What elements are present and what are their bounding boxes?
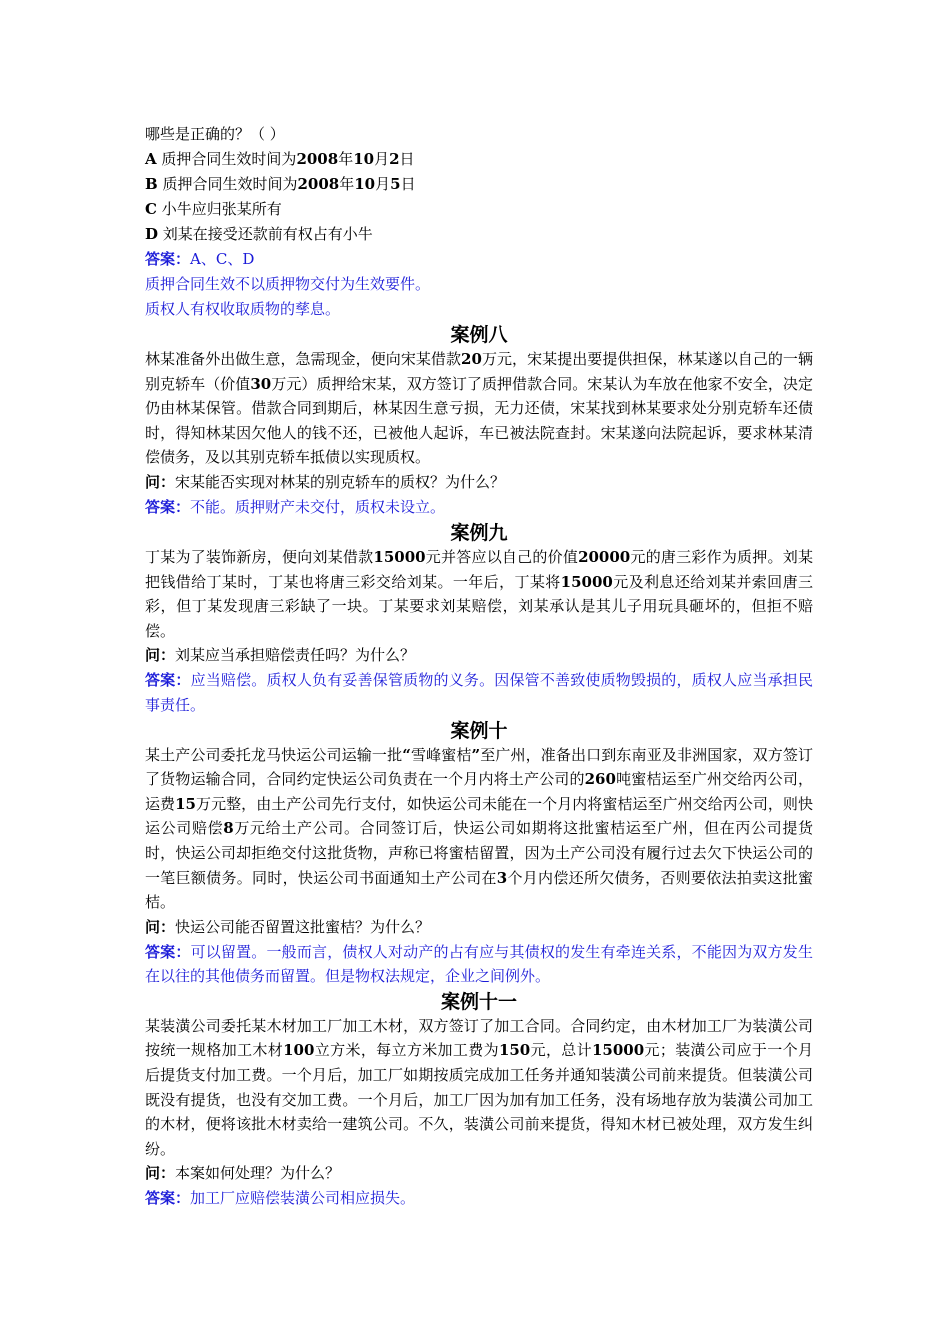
body-number: 20	[461, 350, 482, 368]
case-title: 案例十	[450, 719, 508, 742]
answer-text: 可以留置。一般而言，债权人对动产的占有应与其债权的发生有牵连关系，不能因为双方发生在以往的其他债务而留置。但是物权法规定，企业之间例外。	[145, 942, 813, 986]
question-line	[145, 915, 813, 940]
body-number: 3	[496, 868, 508, 887]
body-text: 万元）质押给宋某，双方签订了质押借款合同。宋某认为车放在他家不安全，决定仍由林某保管。借款合同到期后，林某因生意亏损，无力还债，宋某找到林某要求处分别克轿车还债时，得知林某因欠他人的钱不还，已被他人起诉，车已被法院查封。宋某遂向法院起诉，要求林某清偿债务，及以其别克轿车抵债以实现质权。	[145, 374, 813, 467]
answer-label: 答案：	[145, 1189, 191, 1208]
question-text: 宋某能否实现对林某的别克轿车的质权？为什么？	[175, 472, 506, 491]
answer-note: 质押合同生效不以质押物交付为生效要件。	[145, 275, 431, 293]
body-text: 某土产公司委托龙马快运公司运输一批	[145, 745, 403, 764]
body-text: 元并答应以自己的价值	[425, 547, 579, 566]
answer-note: 质权人有权收取质物的孳息。	[145, 300, 341, 318]
option-text: 小牛应归张某所有	[161, 200, 282, 218]
option-unit: 年	[339, 175, 355, 193]
case-title: 案例九	[450, 521, 508, 544]
question-line	[145, 1161, 813, 1186]
option-unit: 日	[399, 150, 415, 168]
option-letter: D	[145, 225, 159, 243]
option-unit: 月	[374, 150, 390, 168]
answer-text: 应当赔偿。质权人负有妥善保管质物的义务。因保管不善致使质物毁损的，质权人应当承担民事责任。	[145, 671, 813, 714]
body-text: 元的唐三彩作为质押。刘某把钱借给丁某时，丁某也将唐三彩交给刘某。一年后，丁某将	[145, 547, 813, 591]
option-year: 2008	[296, 150, 339, 168]
answer-text: A、C、D	[190, 250, 255, 268]
question-label: 问：	[145, 1164, 176, 1183]
option-letter: A	[145, 150, 157, 168]
answer-line	[145, 495, 813, 520]
body-text: 万元整，由土产公司先行支付，如快运公司未能在一个月内将蜜桔运至广州交给丙公司，则快运公司赔偿	[145, 794, 813, 838]
option-text: 质押合同生效时间为	[161, 150, 297, 168]
answer-line	[145, 1186, 813, 1211]
question-label: 问：	[145, 472, 176, 491]
answer-line	[145, 668, 813, 717]
option-day: 5	[390, 175, 401, 193]
body-number: 15000	[373, 547, 426, 566]
case-body	[145, 545, 813, 643]
option-unit: 月	[375, 175, 391, 193]
case-title: 案例八	[450, 324, 508, 346]
question-text: 快运公司能否留置这批蜜桔？为什么？	[175, 917, 431, 936]
option-year: 2008	[297, 175, 340, 193]
option-text: 刘某在接受还款前有权占有小牛	[162, 225, 373, 243]
body-number: 30	[250, 374, 272, 393]
case-body	[145, 347, 813, 470]
body-text: 元，总计	[530, 1041, 592, 1060]
body-number: 8	[223, 819, 234, 838]
body-text: 某装潢公司委托某木材加工厂加工木材，双方签订了加工合同。合同约定，由木材加工厂为装潢公司按统一规格加工木材	[145, 1016, 813, 1060]
answer-text: 不能。质押财产未交付，质权未设立。	[190, 497, 446, 516]
answer-label: 答案：	[145, 250, 191, 268]
case-body	[145, 1014, 813, 1162]
body-text: 元及利息还给刘某并索回唐三彩，但丁某发现唐三彩缺了一块。丁某要求刘某赔偿，刘某承认是其儿子用玩具砸坏的，但拒不赔偿。	[145, 572, 813, 640]
body-number: 20000	[578, 547, 631, 566]
answer-label: 答案：	[145, 497, 191, 516]
option-d	[145, 222, 813, 247]
body-text: 林某准备外出做生意，急需现金，便向宋某借款	[145, 350, 462, 368]
answer-label: 答案：	[145, 671, 191, 690]
question-line	[145, 470, 813, 495]
option-c	[145, 197, 813, 222]
option-a	[145, 147, 813, 172]
case-body	[145, 743, 813, 915]
body-number: 150	[498, 1041, 531, 1060]
answer-line	[145, 940, 813, 989]
case-title: 案例十一	[440, 990, 517, 1013]
question-prompt: 哪些是正确的？（ ）	[145, 125, 285, 143]
body-text: 至广州，准备出口到东南亚及非洲国家，双方签订了货物运输合同，合同约定快运公司负责在一个月内将土产公司的	[145, 745, 813, 789]
body-number: 15	[175, 794, 196, 813]
question-label: 问：	[145, 917, 176, 936]
option-unit: 日	[400, 175, 416, 193]
body-number: 15000	[591, 1041, 645, 1060]
body-text: 雪峰蜜桔	[410, 745, 472, 764]
body-text: 丁某为了装饰新房，便向刘某借款	[145, 547, 374, 566]
option-month: 10	[353, 150, 375, 168]
option-month: 10	[354, 175, 376, 193]
question-label: 问：	[145, 646, 176, 665]
option-b	[145, 172, 813, 197]
option-unit: 年	[338, 150, 354, 168]
answer-label: 答案：	[145, 942, 191, 961]
question-text: 刘某应当承担赔偿责任吗？为什么？	[175, 646, 416, 665]
document-page	[145, 122, 813, 1211]
body-text: 万元给土产公司。合同签订后，快运公司如期将这批蜜桔运至广州，但在丙公司提货时，快运公司却拒绝交付这批货物，声称已将蜜桔留置，因为土产公司没有履行过去欠下快运公司的一笔巨额债务。同时，快运公司书面通知土产公司在	[145, 819, 813, 887]
option-letter: B	[145, 175, 158, 193]
answer-text: 加工厂应赔偿装潢公司相应损失。	[190, 1189, 416, 1208]
option-day: 2	[389, 150, 400, 168]
body-text: 个月内偿还所欠债务，否则要依法拍卖这批蜜桔。	[145, 868, 813, 912]
body-number: 260	[584, 770, 616, 789]
question-text: 本案如何处理？为什么？	[175, 1164, 341, 1183]
body-number: 15000	[560, 572, 613, 591]
body-text: 元；装潢公司应于一个月后提货支付加工费。一个月后，加工厂如期按质完成加工任务并通知装潢公司前来提货。但装潢公司既没有提货，也没有交加工费。一个月后，加工厂因为加有加工任务，没有场地存放为装潢公司加工的木材，便将该批木材卖给一建筑公司。不久，装潢公司前来提货，得知木材已被处理，双方发生纠纷。	[145, 1041, 813, 1158]
question-line	[145, 643, 813, 668]
body-number: ”	[471, 745, 481, 764]
body-text: 吨蜜桔运至广州交给丙公司，运费	[145, 770, 813, 813]
body-number: “	[402, 745, 411, 764]
option-text: 质押合同生效时间为	[162, 175, 298, 193]
answer-line	[145, 247, 813, 272]
body-text: 立方米，每立方米加工费为	[314, 1041, 499, 1060]
body-number: 100	[283, 1041, 315, 1060]
body-text: 万元，宋某提出要提供担保，林某遂以自己的一辆别克轿车（价值	[145, 350, 813, 393]
option-letter: C	[145, 200, 157, 218]
